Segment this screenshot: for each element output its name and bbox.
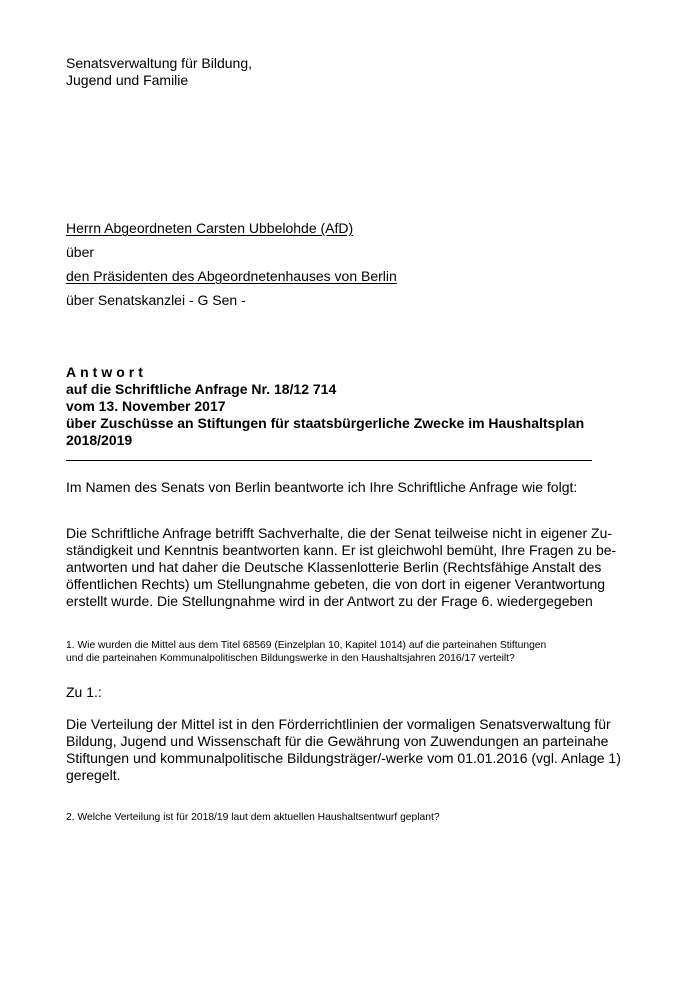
sender-line-1: Senatsverwaltung für Bildung, [66, 55, 252, 71]
heading-divider [66, 460, 592, 461]
preamble-line: antworten und hat daher die Deutsche Klassenlotterie Berlin (Rechtsfähige Anstalt des [66, 559, 602, 575]
heading-line-2: vom 13. November 2017 [66, 398, 226, 414]
heading-line-3: über Zuschüsse an Stiftungen für staatsbürgerliche Zwecke im Haushaltsplan [66, 415, 585, 431]
intro-text: Im Namen des Senats von Berlin beantworte ich Ihre Schriftliche Anfrage wie folgt: [66, 479, 578, 495]
answer-1-paragraph [66, 716, 621, 784]
answer-1-line: geregelt. [66, 767, 121, 783]
heading-title: Antwort [66, 364, 147, 380]
preamble-paragraph [66, 525, 616, 610]
sender-block [66, 55, 252, 89]
sender-line-2: Jugend und Familie [66, 72, 189, 88]
answer-1-line: Stiftungen und kommunalpolitische Bildungsträger/-werke vom 01.01.2016 (vgl. Anlage 1) [66, 750, 621, 766]
preamble-line: erstellt wurde. Die Stellungnahme wird in der Antwort zu der Frage 6. wiedergegeben [66, 593, 593, 609]
addressee-via: über [66, 244, 95, 260]
addressee-president: den Präsidenten des Abgeordnetenhauses von Berlin [66, 268, 397, 284]
preamble-line: Die Schriftliche Anfrage betrifft Sachverhalte, die der Senat teilweise nicht in eigener Zu- [66, 525, 613, 541]
answer-heading [66, 364, 584, 449]
heading-line-1: auf die Schriftliche Anfrage Nr. 18/12 714 [66, 381, 337, 397]
question-2: 2. Welche Verteilung ist für 2018/19 laut dem aktuellen Haushaltsentwurf geplant? [66, 812, 440, 823]
answer-1-line: Die Verteilung der Mittel ist in den Förderrichtlinien der vormaligen Senatsverwaltung für [66, 716, 611, 732]
addressee-chancellery: über Senatskanzlei - G Sen - [66, 292, 246, 308]
question-1-line: 1. Wie wurden die Mittel aus dem Titel 68569 (Einzelplan 10, Kapitel 1014) auf die parteinahen Stiftungen [66, 640, 547, 651]
answer-1-label: Zu 1.: [66, 684, 102, 700]
preamble-line: ständigkeit und Kenntnis beantworten kann. Er ist gleichwohl bemüht, Ihre Fragen zu be- [66, 542, 617, 558]
answer-1-line: Bildung, Jugend und Wissenschaft für die Gewährung von Zuwendungen an parteinahe [66, 733, 609, 749]
preamble-line: öffentlichen Rechts) um Stellungnahme gebeten, die von dort in eigener Verantwortung [66, 576, 606, 592]
heading-line-4: 2018/2019 [66, 432, 133, 448]
addressee-name: Herrn Abgeordneten Carsten Ubbelohde (AfD) [66, 220, 354, 236]
question-1 [66, 639, 546, 665]
question-1-line: und die parteinahen Kommunalpolitischen Bildungswerke in den Haushaltsjahren 2016/17 verteilt? [66, 653, 515, 664]
